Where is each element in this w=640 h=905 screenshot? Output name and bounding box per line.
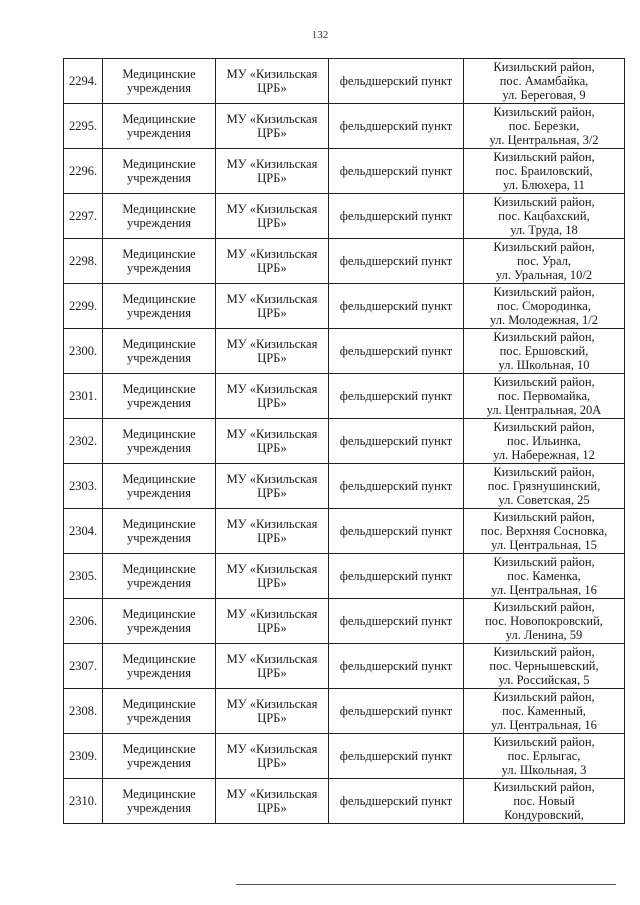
address-cell [464, 644, 625, 689]
institution-type-cell-line: Медицинские [122, 202, 196, 216]
organization-cell-line: ЦРБ» [257, 81, 287, 95]
institution-type-cell-line: Медицинские [122, 337, 196, 351]
address-cell [464, 464, 625, 509]
table-row [64, 689, 625, 734]
organization-cell-line: ЦРБ» [257, 216, 287, 230]
institution-type-cell-line: учреждения [126, 306, 191, 320]
institution-type-cell-line: Медицинские [122, 562, 196, 576]
organization-cell-line: ЦРБ» [257, 666, 287, 680]
organization-cell-line: МУ «Кизильская [226, 517, 318, 531]
facility-kind-cell: фельдшерский пункт [329, 104, 464, 149]
table-row [64, 284, 625, 329]
institution-type-cell-line: учреждения [126, 351, 191, 365]
address-cell-line: ул. Российская, 5 [498, 673, 590, 687]
institution-type-cell-line: Медицинские [122, 517, 196, 531]
table-row [64, 554, 625, 599]
address-cell-line: ул. Школьная, 3 [501, 763, 587, 777]
organization-cell [216, 419, 329, 464]
address-cell [464, 689, 625, 734]
address-cell [464, 59, 625, 104]
institution-type-cell-line: Медицинские [122, 697, 196, 711]
institution-type-cell-line: учреждения [126, 756, 191, 770]
organization-cell-line: МУ «Кизильская [226, 742, 318, 756]
institution-type-cell [103, 329, 216, 374]
row-number-cell: 2305. [64, 554, 103, 599]
page-number: 132 [311, 29, 329, 41]
organization-cell [216, 644, 329, 689]
row-number-cell: 2296. [64, 149, 103, 194]
facility-kind-cell: фельдшерский пункт [329, 509, 464, 554]
address-cell-line: Кизильский район, [493, 465, 595, 479]
row-number-cell: 2297. [64, 194, 103, 239]
address-cell-line: пос. Каменка, [507, 569, 581, 583]
institution-type-cell [103, 554, 216, 599]
address-cell-line: Кизильский район, [493, 240, 595, 254]
table-row [64, 464, 625, 509]
address-cell [464, 194, 625, 239]
address-cell-line: ул. Уральная, 10/2 [495, 268, 593, 282]
row-number-cell: 2299. [64, 284, 103, 329]
address-cell-line: ул. Центральная, 15 [491, 538, 597, 552]
row-number-cell: 2307. [64, 644, 103, 689]
institution-type-cell [103, 419, 216, 464]
institution-type-cell-line: учреждения [126, 621, 191, 635]
facility-kind-cell: фельдшерский пункт [329, 329, 464, 374]
organization-cell-line: ЦРБ» [257, 711, 287, 725]
organization-cell-line: МУ «Кизильская [226, 247, 318, 261]
address-cell [464, 419, 625, 464]
institution-type-cell-line: учреждения [126, 801, 191, 815]
organization-cell-line: МУ «Кизильская [226, 607, 318, 621]
facility-kind-cell: фельдшерский пункт [329, 374, 464, 419]
institution-type-cell [103, 104, 216, 149]
address-cell-line: Кизильский район, [493, 780, 595, 794]
table-row [64, 779, 625, 824]
address-cell [464, 599, 625, 644]
institution-type-cell-line: Медицинские [122, 427, 196, 441]
address-cell [464, 239, 625, 284]
institution-type-cell [103, 779, 216, 824]
organization-cell-line: ЦРБ» [257, 621, 287, 635]
facility-kind-cell: фельдшерский пункт [329, 239, 464, 284]
address-cell-line: ул. Центральная, 3/2 [489, 133, 599, 147]
address-cell-line: ул. Центральная, 16 [491, 718, 597, 732]
organization-cell-line: МУ «Кизильская [226, 337, 318, 351]
address-cell-line: Кизильский район, [493, 690, 595, 704]
organization-cell-line: МУ «Кизильская [226, 472, 318, 486]
institution-type-cell [103, 734, 216, 779]
facility-kind-cell: фельдшерский пункт [329, 59, 464, 104]
table-row [64, 59, 625, 104]
address-cell-line: пос. Грязнушинский, [487, 479, 601, 493]
organization-cell-line: ЦРБ» [257, 306, 287, 320]
organization-cell-line: ЦРБ» [257, 576, 287, 590]
facility-kind-cell: фельдшерский пункт [329, 689, 464, 734]
institution-type-cell [103, 509, 216, 554]
address-cell [464, 554, 625, 599]
organization-cell [216, 509, 329, 554]
institution-type-cell-line: Медицинские [122, 247, 196, 261]
address-cell-line: Кизильский район, [493, 150, 595, 164]
facility-kind-cell: фельдшерский пункт [329, 464, 464, 509]
organization-cell [216, 239, 329, 284]
registry-table [63, 58, 625, 824]
organization-cell [216, 284, 329, 329]
institution-type-cell-line: Медицинские [122, 787, 196, 801]
facility-kind-cell: фельдшерский пункт [329, 644, 464, 689]
institution-type-cell-line: учреждения [126, 216, 191, 230]
address-cell-line: пос. Кацбахский, [498, 209, 590, 223]
address-cell-line: пос. Смородинка, [497, 299, 591, 313]
institution-type-cell [103, 374, 216, 419]
table-row [64, 329, 625, 374]
address-cell-line: ул. Набережная, 12 [493, 448, 595, 462]
organization-cell [216, 329, 329, 374]
organization-cell-line: ЦРБ» [257, 756, 287, 770]
organization-cell-line: МУ «Кизильская [226, 652, 318, 666]
address-cell-line: Кизильский район, [493, 645, 595, 659]
table-body [64, 59, 625, 824]
organization-cell [216, 464, 329, 509]
address-cell-line: Кизильский район, [493, 555, 595, 569]
address-cell-line: Кизильский район, [493, 420, 595, 434]
facility-kind-cell: фельдшерский пункт [329, 554, 464, 599]
organization-cell [216, 194, 329, 239]
organization-cell [216, 734, 329, 779]
address-cell-line: пос. Урал, [516, 254, 572, 268]
bottom-divider [236, 884, 616, 885]
row-number-cell: 2295. [64, 104, 103, 149]
organization-cell-line: ЦРБ» [257, 441, 287, 455]
table-row [64, 599, 625, 644]
institution-type-cell-line: Медицинские [122, 157, 196, 171]
organization-cell-line: МУ «Кизильская [226, 112, 318, 126]
address-cell-line: пос. Ершовский, [499, 344, 589, 358]
address-cell [464, 374, 625, 419]
table-row [64, 374, 625, 419]
address-cell-line: пос. Верхняя Сосновка, [480, 524, 608, 538]
organization-cell-line: ЦРБ» [257, 261, 287, 275]
address-cell-line: Кондуровский, [504, 808, 584, 822]
organization-cell-line: МУ «Кизильская [226, 562, 318, 576]
organization-cell-line: ЦРБ» [257, 126, 287, 140]
address-cell-line: ул. Блюхера, 11 [503, 178, 585, 192]
facility-kind-cell: фельдшерский пункт [329, 734, 464, 779]
address-cell-line: Кизильский район, [493, 195, 595, 209]
organization-cell-line: ЦРБ» [257, 801, 287, 815]
organization-cell [216, 149, 329, 194]
address-cell [464, 284, 625, 329]
organization-cell-line: МУ «Кизильская [226, 67, 318, 81]
row-number-cell: 2309. [64, 734, 103, 779]
address-cell-line: пос. Амамбайка, [499, 74, 589, 88]
organization-cell-line: ЦРБ» [257, 171, 287, 185]
institution-type-cell-line: учреждения [126, 126, 191, 140]
institution-type-cell-line: учреждения [126, 261, 191, 275]
facility-kind-cell: фельдшерский пункт [329, 149, 464, 194]
organization-cell-line: МУ «Кизильская [226, 382, 318, 396]
row-number-cell: 2306. [64, 599, 103, 644]
address-cell [464, 509, 625, 554]
institution-type-cell [103, 149, 216, 194]
institution-type-cell-line: Медицинские [122, 67, 196, 81]
facility-kind-cell: фельдшерский пункт [329, 419, 464, 464]
institution-type-cell-line: Медицинские [122, 472, 196, 486]
institution-type-cell-line: Медицинские [122, 112, 196, 126]
institution-type-cell [103, 284, 216, 329]
organization-cell [216, 374, 329, 419]
institution-type-cell-line: Медицинские [122, 742, 196, 756]
address-cell-line: пос. Каменный, [502, 704, 586, 718]
address-cell-line: пос. Новопокровский, [485, 614, 603, 628]
table-row [64, 239, 625, 284]
address-cell-line: ул. Школьная, 10 [498, 358, 590, 372]
address-cell-line: ул. Береговая, 9 [502, 88, 586, 102]
address-cell-line: ул. Советская, 25 [498, 493, 590, 507]
address-cell-line: ул. Ленина, 59 [505, 628, 583, 642]
organization-cell [216, 554, 329, 599]
table-row [64, 149, 625, 194]
institution-type-cell [103, 59, 216, 104]
institution-type-cell-line: учреждения [126, 531, 191, 545]
institution-type-cell-line: учреждения [126, 666, 191, 680]
address-cell-line: ул. Молодежная, 1/2 [490, 313, 598, 327]
address-cell-line: Кизильский район, [493, 105, 595, 119]
table-row [64, 734, 625, 779]
institution-type-cell [103, 239, 216, 284]
organization-cell-line: МУ «Кизильская [226, 157, 318, 171]
organization-cell-line: МУ «Кизильская [226, 427, 318, 441]
address-cell-line: пос. Первомайка, [497, 389, 591, 403]
address-cell-line: Кизильский район, [493, 285, 595, 299]
address-cell-line: ул. Центральная, 16 [491, 583, 597, 597]
row-number-cell: 2304. [64, 509, 103, 554]
institution-type-cell-line: Медицинские [122, 607, 196, 621]
organization-cell-line: ЦРБ» [257, 486, 287, 500]
address-cell-line: Кизильский район, [493, 60, 595, 74]
facility-kind-cell: фельдшерский пункт [329, 284, 464, 329]
address-cell-line: пос. Чернышевский, [489, 659, 599, 673]
organization-cell [216, 779, 329, 824]
table-row [64, 419, 625, 464]
organization-cell-line: ЦРБ» [257, 396, 287, 410]
organization-cell [216, 599, 329, 644]
organization-cell [216, 59, 329, 104]
organization-cell [216, 104, 329, 149]
address-cell-line: Кизильский район, [493, 375, 595, 389]
row-number-cell: 2302. [64, 419, 103, 464]
address-cell-line: пос. Браиловский, [495, 164, 593, 178]
institution-type-cell [103, 644, 216, 689]
institution-type-cell-line: Медицинские [122, 292, 196, 306]
organization-cell-line: МУ «Кизильская [226, 202, 318, 216]
table-row [64, 104, 625, 149]
address-cell [464, 104, 625, 149]
address-cell-line: ул. Центральная, 20А [486, 403, 602, 417]
facility-kind-cell: фельдшерский пункт [329, 194, 464, 239]
organization-cell-line: МУ «Кизильская [226, 697, 318, 711]
organization-cell-line: ЦРБ» [257, 531, 287, 545]
address-cell [464, 329, 625, 374]
facility-kind-cell: фельдшерский пункт [329, 779, 464, 824]
table-row [64, 644, 625, 689]
facility-kind-cell: фельдшерский пункт [329, 599, 464, 644]
institution-type-cell-line: учреждения [126, 171, 191, 185]
address-cell [464, 734, 625, 779]
row-number-cell: 2301. [64, 374, 103, 419]
institution-type-cell-line: учреждения [126, 576, 191, 590]
table-row [64, 509, 625, 554]
organization-cell-line: МУ «Кизильская [226, 292, 318, 306]
institution-type-cell [103, 689, 216, 734]
table-row [64, 194, 625, 239]
institution-type-cell-line: учреждения [126, 81, 191, 95]
address-cell-line: Кизильский район, [493, 735, 595, 749]
address-cell-line: ул. Труда, 18 [510, 223, 578, 237]
institution-type-cell-line: учреждения [126, 711, 191, 725]
row-number-cell: 2298. [64, 239, 103, 284]
institution-type-cell [103, 194, 216, 239]
address-cell-line: Кизильский район, [493, 330, 595, 344]
institution-type-cell-line: Медицинские [122, 382, 196, 396]
row-number-cell: 2303. [64, 464, 103, 509]
institution-type-cell-line: учреждения [126, 396, 191, 410]
address-cell-line: пос. Ерлыгас, [507, 749, 581, 763]
address-cell-line: пос. Ильинка, [507, 434, 581, 448]
organization-cell-line: ЦРБ» [257, 351, 287, 365]
row-number-cell: 2308. [64, 689, 103, 734]
organization-cell [216, 689, 329, 734]
address-cell-line: пос. Новый [513, 794, 575, 808]
organization-cell-line: МУ «Кизильская [226, 787, 318, 801]
address-cell-line: пос. Березки, [508, 119, 580, 133]
institution-type-cell [103, 464, 216, 509]
address-cell [464, 779, 625, 824]
address-cell [464, 149, 625, 194]
row-number-cell: 2310. [64, 779, 103, 824]
row-number-cell: 2294. [64, 59, 103, 104]
address-cell-line: Кизильский район, [493, 510, 595, 524]
institution-type-cell [103, 599, 216, 644]
institution-type-cell-line: учреждения [126, 486, 191, 500]
address-cell-line: Кизильский район, [493, 600, 595, 614]
institution-type-cell-line: Медицинские [122, 652, 196, 666]
row-number-cell: 2300. [64, 329, 103, 374]
institution-type-cell-line: учреждения [126, 441, 191, 455]
